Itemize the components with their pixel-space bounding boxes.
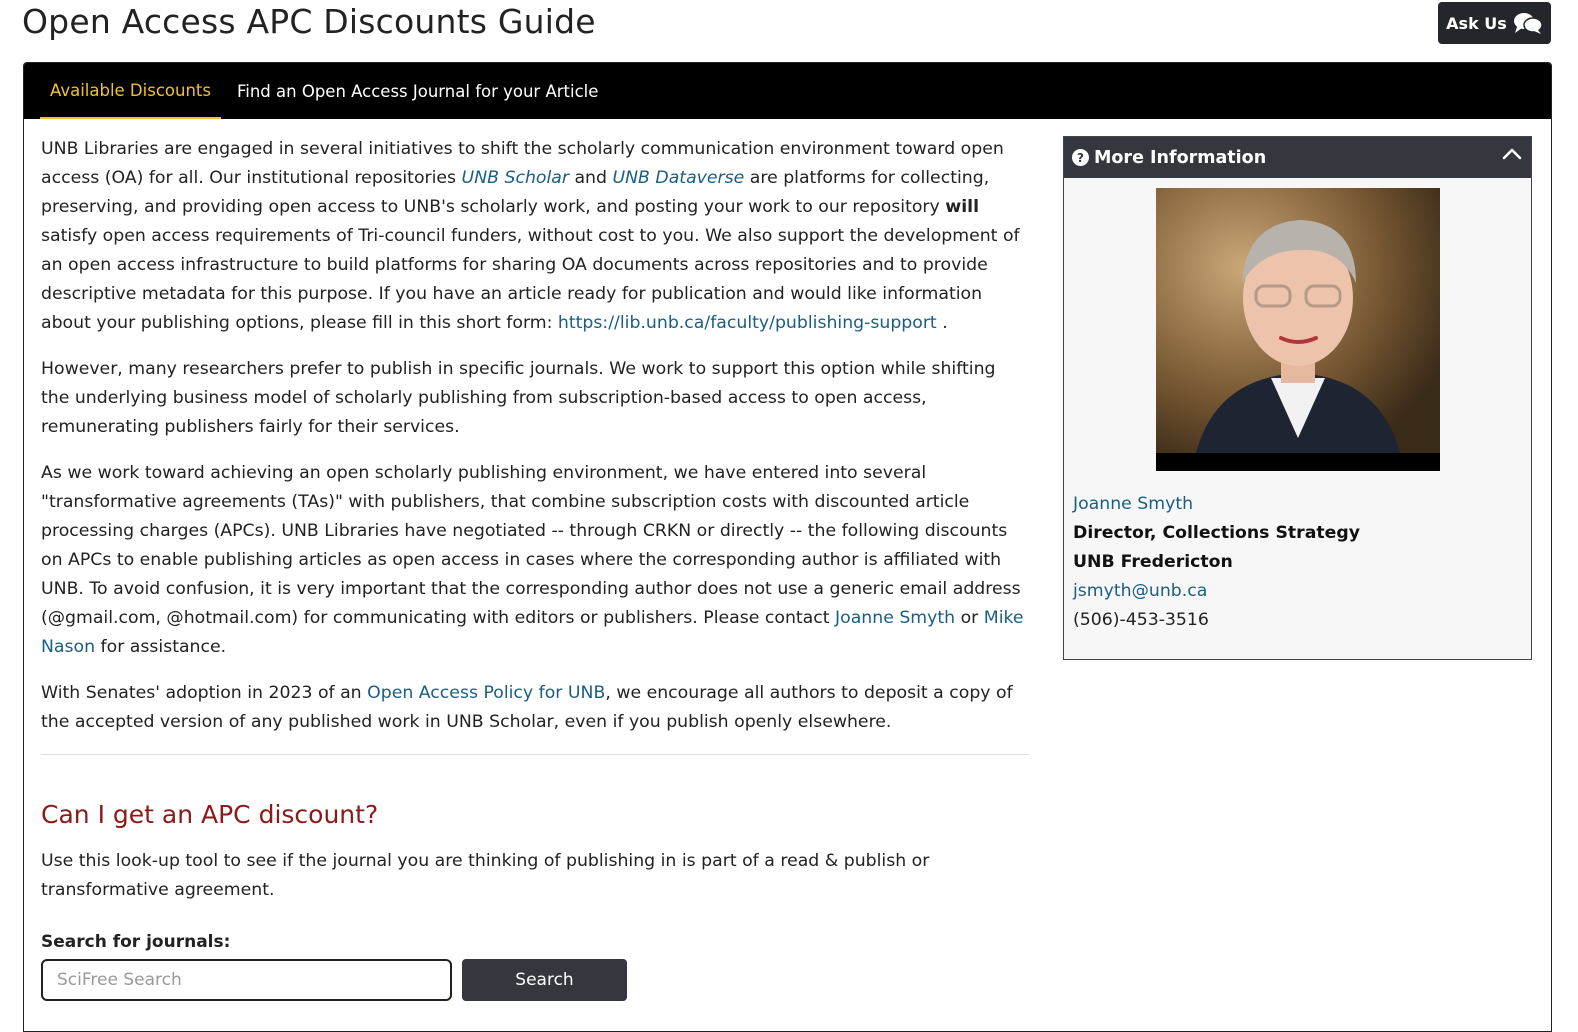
chat-bubbles-icon [1513, 11, 1543, 35]
tab-bar [24, 63, 1551, 119]
joanne-smyth-link[interactable]: Joanne Smyth [835, 608, 956, 628]
portrait-image [1156, 188, 1440, 471]
contact-org: UNB Fredericton [1073, 552, 1233, 572]
intro-paragraph-4: With Senates' adoption in 2023 of an Open Access Policy for UNB, we encourage all authors to deposit a copy of the accepted version of any published work in UNB Scholar, even if you publish openly elsewhere. [41, 683, 1013, 732]
contact-role: Director, Collections Strategy [1073, 523, 1360, 543]
apc-heading: Can I get an APC discount? [41, 800, 379, 829]
intro-paragraph-2: However, many researchers prefer to publish in specific journals. We work to support this option while shifting the underlying business model of scholarly publishing from subscription-based access to open access, remunerating publishers fairly for their services. [41, 359, 996, 437]
more-information-box [1063, 136, 1532, 660]
contact-email-link[interactable]: jsmyth@unb.ca [1073, 581, 1208, 601]
publishing-support-link[interactable]: https://lib.unb.ca/faculty/publishing-support [557, 313, 937, 333]
tab-available-discounts[interactable]: Available Discounts [40, 63, 221, 119]
ask-us-label: Ask Us [1446, 13, 1507, 33]
unb-scholar-link[interactable]: UNB Scholar [461, 168, 569, 188]
contact-details [1073, 490, 1360, 635]
intro-paragraph-3: As we work toward achieving an open scholarly publishing environment, we have entered into several "transformative agreements (TAs)" with publishers, that combine subscription costs with discounted article processing charges (APCs). UNB Libraries have negotiated -- through CRKN or directly -- the following discounts on APCs to enable publishing articles as open access in cases where the corresponding author is affiliated with UNB. To avoid confusion, it is very important that the corresponding author does not use a generic email address (@gmail.com, @hotmail.com) for communicating with editors or publishers. Please contact Joanne Smyth or Mike Nason for assistance. [41, 463, 1024, 657]
more-information-header[interactable] [1064, 137, 1531, 178]
search-button[interactable]: Search [462, 959, 627, 1001]
contact-name-link[interactable]: Joanne Smyth [1073, 494, 1194, 514]
journal-search-input[interactable] [41, 959, 452, 1001]
contact-phone: (506)-453-3516 [1073, 610, 1209, 630]
main-content [41, 135, 1029, 1001]
tab-find-oa-journal[interactable]: Find an Open Access Journal for your Article [236, 81, 599, 101]
ask-us-button[interactable] [1438, 2, 1551, 44]
question-circle-icon: ? [1072, 149, 1089, 166]
apc-description: Use this look-up tool to see if the journal you are thinking of publishing in is part of a read & publish or transformative agreement. [41, 851, 930, 900]
contact-photo [1156, 188, 1440, 471]
search-label: Search for journals: [41, 932, 231, 952]
more-information-title: More Information [1094, 147, 1267, 168]
section-divider [41, 754, 1029, 755]
chevron-up-icon[interactable] [1502, 147, 1522, 161]
open-access-policy-link[interactable]: Open Access Policy for UNB [367, 683, 606, 703]
mike-nason-link[interactable]: Mike Nason [41, 608, 1024, 657]
search-row [41, 959, 1029, 1001]
guide-panel [23, 62, 1552, 1032]
intro-paragraph-1: UNB Libraries are engaged in several initiatives to shift the scholarly communication environment toward open access (OA) for all. Our institutional repositories UNB Scholar and UNB Dataverse are platforms for collecting, preserving, and providing open access to UNB's scholarly work, and posting your work to our repository will satisfy open access requirements of Tri-council funders, without cost to you. We also support the development of an open access infrastructure to build platforms for sharing OA documents across repositories and to provide descriptive metadata for this purpose. If you have an article ready for publication and would like information about your publishing options, please fill in this short form: https://lib.unb.ca/faculty/publishing-support . [41, 139, 1020, 333]
page-title: Open Access APC Discounts Guide [22, 2, 596, 41]
unb-dataverse-link[interactable]: UNB Dataverse [612, 168, 745, 188]
